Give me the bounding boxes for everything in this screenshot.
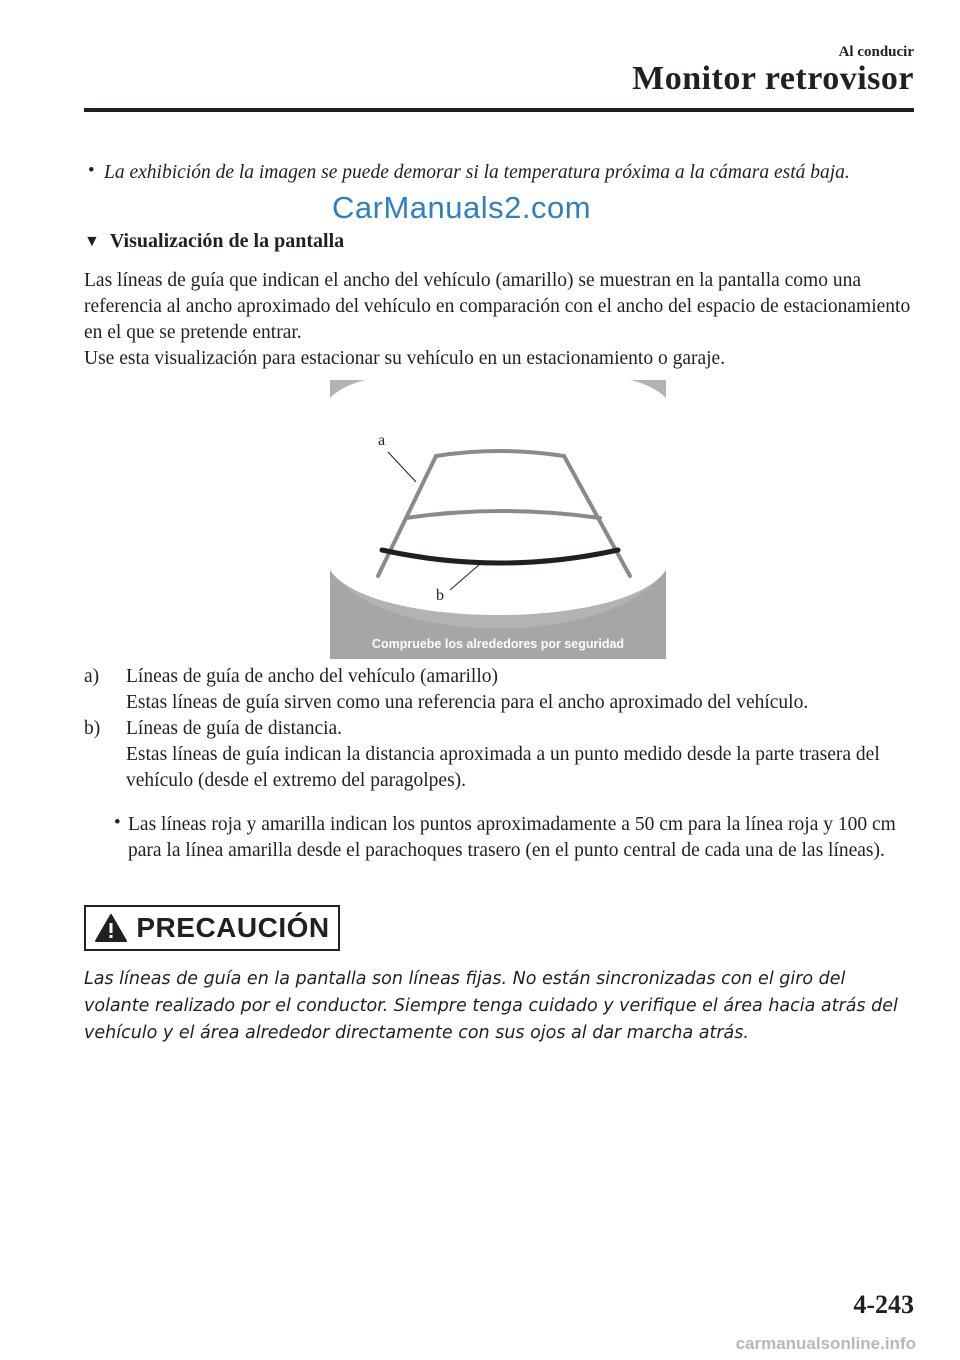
legend-item-b xyxy=(84,716,914,794)
legend-title: Líneas de guía de ancho del vehículo (amarillo) xyxy=(126,666,498,687)
distance-note: Las líneas roja y amarilla indican los puntos aproximadamente a 50 cm para la línea roja y 100 cm para la línea amarilla desde el parachoques trasero (en el punto central de cada una de las líneas). xyxy=(128,814,896,861)
intro-note: La exhibición de la imagen se puede demorar si la temperatura próxima a la cámara está baja. xyxy=(104,162,850,183)
bullet-marker: • xyxy=(88,160,95,181)
caution-label: PRECAUCIÓN xyxy=(136,912,330,943)
bullet-marker: • xyxy=(114,812,121,833)
page-title: Monitor retrovisor xyxy=(632,60,914,97)
section-name: Al conducir xyxy=(838,44,914,60)
page-number: 4-243 xyxy=(853,1290,914,1319)
watermark-top: CarManuals2.com xyxy=(332,190,592,225)
triangle-marker-icon: ▼ xyxy=(84,233,100,250)
legend-description: Estas líneas de guía indican la distancia aproximada a un punto medido desde la parte trasera del vehículo (desde el extremo del paragolpes). xyxy=(126,744,880,791)
rear-view-monitor-figure xyxy=(330,380,666,659)
warning-triangle-icon xyxy=(94,913,128,943)
figure-legend xyxy=(84,664,914,794)
screen-safety-message: Compruebe los alrededores por seguridad xyxy=(371,637,625,651)
callout-label-a: a xyxy=(378,432,386,449)
section-heading xyxy=(84,230,344,253)
legend-key: a) xyxy=(84,666,100,687)
watermark-footer: carmanualsonline.info xyxy=(735,1334,916,1353)
monitor-illustration xyxy=(330,380,666,659)
legend-item-a xyxy=(84,664,914,716)
camera-view-area xyxy=(330,380,666,615)
caution-banner xyxy=(84,905,340,951)
body-paragraph-1: Las líneas de guía que indican el ancho del vehículo (amarillo) se muestran en la pantalla como una referencia al ancho aproximado del vehículo en comparación con el ancho del espacio de estacionamiento en el que se pretende entrar. xyxy=(84,270,911,343)
caution-text: Las líneas de guía en la pantalla son líneas fijas. No están sincronizadas con el giro del volante realizado por el conductor. Siempre tenga cuidado y verifique el área hacia atrás del vehículo y el área alrededor directamente con sus ojos al dar marcha atrás. xyxy=(84,969,898,1043)
header-rule xyxy=(84,108,914,112)
body-paragraph-2: Use esta visualización para estacionar su vehículo en un estacionamiento o garaje. xyxy=(84,348,726,369)
legend-key: b) xyxy=(84,718,101,739)
legend-description: Estas líneas de guía sirven como una referencia para el ancho aproximado del vehículo. xyxy=(126,692,809,713)
callout-label-b: b xyxy=(436,587,444,604)
section-heading-text: Visualización de la pantalla xyxy=(109,230,345,252)
body-text xyxy=(84,268,914,372)
legend-title: Líneas de guía de distancia. xyxy=(126,718,343,739)
